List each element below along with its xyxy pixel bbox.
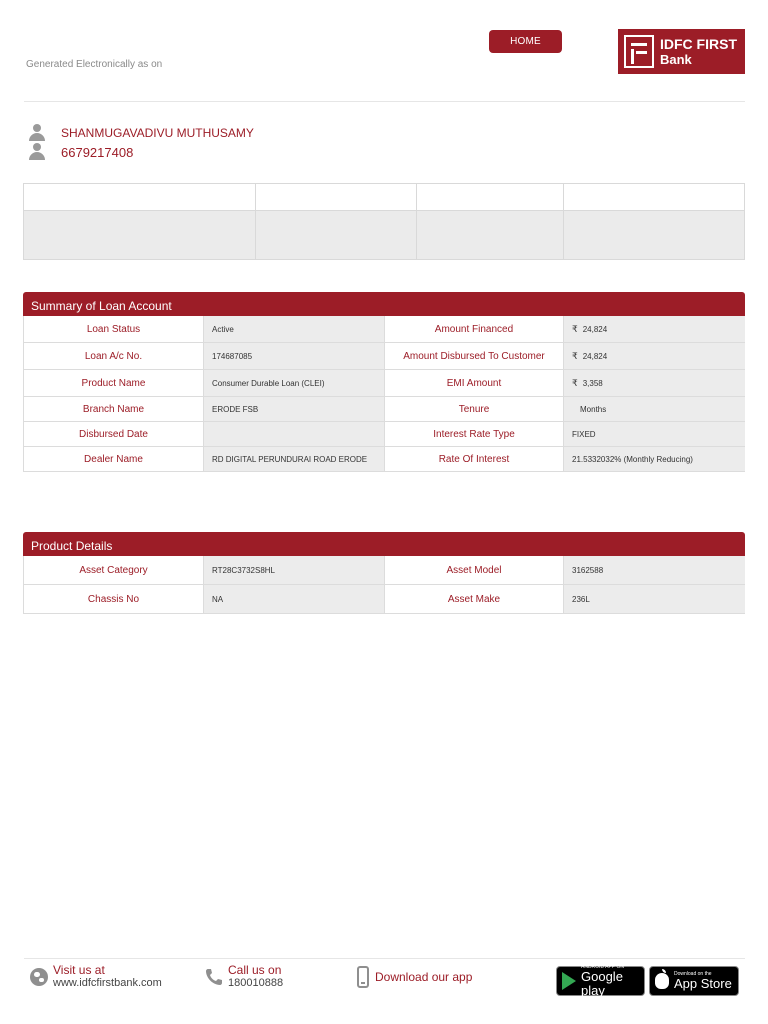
table-row [23, 585, 745, 614]
row-label [23, 370, 204, 396]
row-label [23, 343, 204, 369]
download-app-label: Download our app [375, 969, 473, 984]
row-label [23, 585, 204, 613]
row-label-text: Amount Financed [434, 323, 514, 335]
row-value [204, 343, 384, 369]
row-value-text: Months [580, 404, 607, 414]
app-store-small-text: Download on the [674, 971, 712, 977]
visit-us-url[interactable]: www.idfcfirstbank.com [53, 977, 162, 989]
rupee-icon: ₹ [572, 377, 578, 388]
download-app-link[interactable] [357, 966, 472, 988]
row-label-text: Loan Status [86, 323, 141, 335]
row-label-text: Disbursed Date [79, 428, 148, 440]
row-value-text: 174687085 [212, 351, 253, 361]
row-label [384, 370, 564, 396]
loan-summary-section [23, 292, 745, 472]
row-label [23, 422, 204, 446]
row-label-text: Loan A/c No. [84, 350, 143, 362]
row-label [384, 397, 564, 421]
call-us-link[interactable] [204, 964, 283, 989]
row-value [204, 316, 384, 342]
row-label-text: Dealer Name [84, 453, 143, 465]
row-value [204, 422, 384, 446]
row-label [23, 447, 204, 471]
row-value [564, 585, 745, 613]
row-label-text: Branch Name [82, 403, 145, 415]
row-label [384, 343, 564, 369]
product-details-section [23, 532, 745, 614]
globe-icon [30, 968, 48, 986]
app-store-badge[interactable] [649, 966, 739, 996]
row-label-text: EMI Amount [446, 377, 502, 389]
row-label-text: Asset Make [447, 593, 501, 605]
customer-name-row [28, 124, 254, 142]
row-value-text: FIXED [572, 429, 596, 439]
row-value [204, 397, 384, 421]
visit-us-link[interactable] [30, 964, 162, 989]
idfc-first-bank-logo [618, 29, 745, 74]
row-label [23, 316, 204, 342]
row-label [384, 447, 564, 471]
row-label-text: Interest Rate Type [433, 428, 515, 440]
row-value-text: ERODE FSB [212, 404, 259, 414]
app-store-text: App Store [674, 976, 732, 991]
customer-name: SHANMUGAVADIVU MUTHUSAMY [61, 126, 254, 140]
rupee-icon: ₹ [572, 350, 578, 361]
customer-id-row [28, 143, 133, 161]
google-play-icon [562, 972, 576, 990]
row-value-text: 24,824 [582, 351, 608, 361]
loan-summary-title: Summary of Loan Account [23, 292, 745, 316]
logo-text-line1: IDFC FIRST [660, 35, 737, 52]
row-value [564, 556, 745, 584]
row-label [384, 316, 564, 342]
row-value [564, 447, 745, 471]
phone-icon [204, 967, 224, 987]
generated-electronically-text: Generated Electronically as on [26, 59, 163, 70]
row-label [384, 422, 564, 446]
row-value [564, 397, 745, 421]
customer-id: 6679217408 [61, 144, 134, 160]
row-label [384, 556, 564, 584]
google-play-badge[interactable] [556, 966, 645, 996]
row-value [564, 316, 745, 342]
row-value-text: 236L [572, 594, 590, 604]
row-label-text: Chassis No [87, 593, 140, 605]
row-value-text: RT28C3732S8HL [212, 565, 276, 575]
table-row [23, 397, 745, 422]
row-value-text: 21.5332032% (Monthly Reducing) [572, 454, 693, 464]
row-value [564, 370, 745, 396]
row-value [564, 343, 745, 369]
row-label-text: Product Name [81, 377, 146, 389]
row-value-text: 3,358 [582, 378, 603, 388]
row-label-text: Rate Of Interest [438, 453, 510, 465]
person-icon [28, 143, 46, 161]
row-label [23, 397, 204, 421]
mobile-icon [357, 966, 369, 988]
table-row [23, 422, 745, 447]
row-label [23, 556, 204, 584]
table-row [23, 556, 745, 585]
logo-text-line2: Bank [660, 51, 692, 67]
row-label-text: Tenure [458, 403, 490, 415]
row-value-text: Active [212, 324, 234, 334]
google-play-small-text: ANDROID APP ON [581, 964, 624, 970]
idfc-logo-mark [624, 35, 654, 68]
home-button[interactable]: HOME [489, 30, 562, 53]
row-value-text: RD DIGITAL PERUNDURAI ROAD ERODE [212, 454, 368, 464]
row-value-text: NA [212, 594, 224, 604]
table-row [23, 343, 745, 370]
row-label-text: Asset Model [446, 564, 502, 576]
header-divider [24, 101, 745, 102]
row-value [204, 370, 384, 396]
call-us-title: Call us on [228, 963, 282, 977]
row-label [384, 585, 564, 613]
row-label-text: Amount Disbursed To Customer [403, 350, 545, 362]
table-row [23, 447, 745, 472]
person-icon [28, 124, 46, 142]
google-play-text: Google play [581, 969, 623, 998]
row-value-text: 24,824 [582, 324, 608, 334]
row-value-text: 3162588 [572, 565, 604, 575]
customer-info-table [23, 183, 745, 260]
row-value [204, 585, 384, 613]
product-details-title: Product Details [23, 532, 745, 556]
visit-us-title: Visit us at [53, 963, 105, 977]
row-label-text: Asset Category [79, 564, 148, 576]
table-row [23, 370, 745, 397]
row-value [204, 556, 384, 584]
row-value-text: Consumer Durable Loan (CLEI) [212, 378, 325, 388]
row-value [564, 422, 745, 446]
call-us-number[interactable]: 180010888 [228, 977, 284, 989]
footer-divider [24, 958, 745, 959]
rupee-icon: ₹ [572, 323, 578, 334]
table-row [23, 316, 745, 343]
apple-icon [655, 973, 669, 989]
row-value [204, 447, 384, 471]
